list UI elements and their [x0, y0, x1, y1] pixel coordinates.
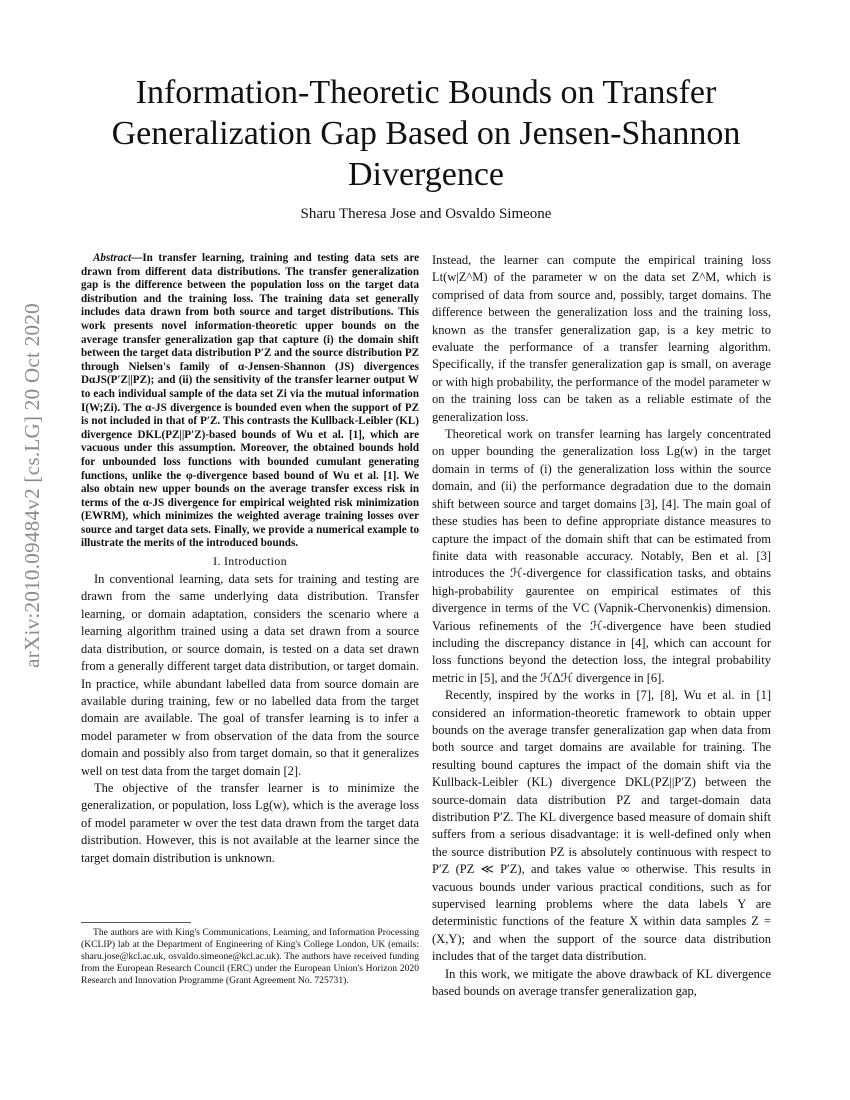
- footnote-text: The authors are with King's Communications, Learning, and Information Processing (KCLIP) lab at the Department of Engineering of King's College London, UK (emails: sharu.jose@kcl.ac.uk, osvaldo.simeone@kcl.ac.uk). The authors have received funding from the European Research Council (ERC) under the European Union's Horizon 2020 Research and Innovation Programme (Grant Agreement No. 725731).: [81, 927, 419, 986]
- arxiv-identifier-text: arXiv:2010.09484v2 [cs.LG] 20 Oct 2020: [19, 302, 44, 668]
- arxiv-identifier-stamp: [12, 290, 52, 680]
- intro-paragraph-6: In this work, we mitigate the above drawback of KL divergence based bounds on average transfer generalization gap,: [432, 966, 771, 999]
- intro-paragraph-5: Recently, inspired by the works in [7], [8], Wu et al. in [1] considered an information-theoretic framework to obtain upper bounds on the average transfer generalization gap when data from both source and target domains are available for training. The resulting bound captures the impact of the domain shift via the Kullback-Leibler (KL) divergence DKL(PZ||P′Z) between the source-domain data distribution PZ and target-domain data distribution P′Z. The KL divergence based measure of domain shift suffers from a serious disadvantage: it is well-defined only when the source distribution PZ is absolutely continuous with respect to P′Z (PZ ≪ P′Z), and takes value ∞ otherwise. This results in vacuous bounds under various practical conditions, such as for supervised learning problems where the data labels Y are deterministic functions of the feature X within data samples Z = (X,Y); and when the support of the source data distribution includes that of the target data distribution.: [432, 688, 771, 964]
- intro-paragraph-3: Instead, the learner can compute the empirical training loss Lt(w|Z^M) of the parameter w on the data set Z^M, which is comprised of data from source and, possibly, target domains. The difference between the generalization loss and the training loss, known as the transfer generalization gap, is a key metric to evaluate the performance of a transfer learning algorithm. Specifically, if the transfer generalization gap is small, on average or with high probability, the performance of the model parameter w on the training loss can be taken as a reliable estimate of the generalization loss.: [432, 253, 771, 424]
- left-column: [81, 252, 419, 867]
- abstract: [81, 252, 419, 551]
- abstract-text: —In transfer learning, training and testing data sets are drawn from different data distributions. The transfer generalization gap is the difference between the population loss on the target data distribution and the training loss. The training data set generally includes data drawn from both source and target distributions. This work presents novel information-theoretic upper bounds on the average transfer generalization gap that capture (i) the domain shift between the target data distribution P′Z and the source distribution PZ through Nielsen's family of α-Jensen-Shannon (JS) divergences DαJS(P′Z||PZ); and (ii) the sensitivity of the transfer learner output W to each individual sample of the data set Zi via the mutual information I(W;Zi). The α-JS divergence is bounded even when the support of PZ is not included in that of P′Z. This contrasts the Kullback-Leibler (KL) divergence DKL(PZ||P′Z)-based bounds of Wu et al. [1], which are vacuous under this assumption. Moreover, the obtained bounds hold for unbounded loss functions with bounded cumulant generating functions, unlike the φ-divergence based bound of Wu et al. [1]. We also obtain new upper bounds on the average transfer excess risk in terms of the α-JS divergence for empirical weighted risk minimization (EWRM), which minimizes the weighted average training losses over source and target data sets. Finally, we provide a numerical example to illustrate the merits of the introduced bounds.: [81, 252, 419, 550]
- author-footnote: [81, 922, 419, 987]
- footnote-rule: [81, 922, 191, 923]
- paper-authors: Sharu Theresa Jose and Osvaldo Simeone: [300, 206, 552, 222]
- paper-title: Information-Theoretic Bounds on Transfer Generalization Gap Based on Jensen-Shannon Divergence: [111, 74, 741, 193]
- right-column: [432, 252, 771, 1000]
- section-heading-introduction: I. Introduction: [213, 554, 287, 569]
- intro-paragraph-2: The objective of the transfer learner is to minimize the generalization, or population, loss Lg(w), which is the average loss of model parameter w over the test data drawn from the target data distribution. However, this is not available at the learner since the target domain distribution is unknown.: [81, 780, 419, 865]
- intro-paragraph-1: In conventional learning, data sets for training and testing are drawn from the same underlying data distribution. Transfer learning, or domain adaptation, considers the scenario where a learning algorithm trained using a data set drawn from a source data distribution, or source domain, is tested on a data set drawn from a generally different target data distribution, or target domain. In practice, while abundant labelled data from source domain are available during training, few or no labelled data from the target domain are available. The goal of transfer learning is to infer a model parameter w from observation of the data from the source domain and possibly also from target domain, so that it generalizes well on test data from the target domain [2].: [81, 572, 419, 778]
- abstract-label: Abstract: [93, 252, 132, 264]
- intro-paragraph-4: Theoretical work on transfer learning has largely concentrated on upper bounding the generalization loss Lg(w) in the target domain in terms of (i) the generalization loss within the source domain, and (ii) the performance degradation due to the domain shift between source and target domains [3], [4]. The main goal of these studies has been to define appropriate distance measures to capture the impact of the domain shift that can be estimated from finite data with reasonable accuracy. Notably, Ben et al. [3] introduces the ℋ-divergence for classification tasks, and obtains high-probability gaurentee on empirical estimates of this divergence in terms of the VC (Vapnik-Chervonenkis) dimension. Various refinements of the ℋ-divergence have been studied including the discrepancy distance in [4], which can account for loss functions beyond the detection loss, the integral probability metric in [5], and the ℋΔℋ divergence in [6].: [432, 427, 771, 685]
